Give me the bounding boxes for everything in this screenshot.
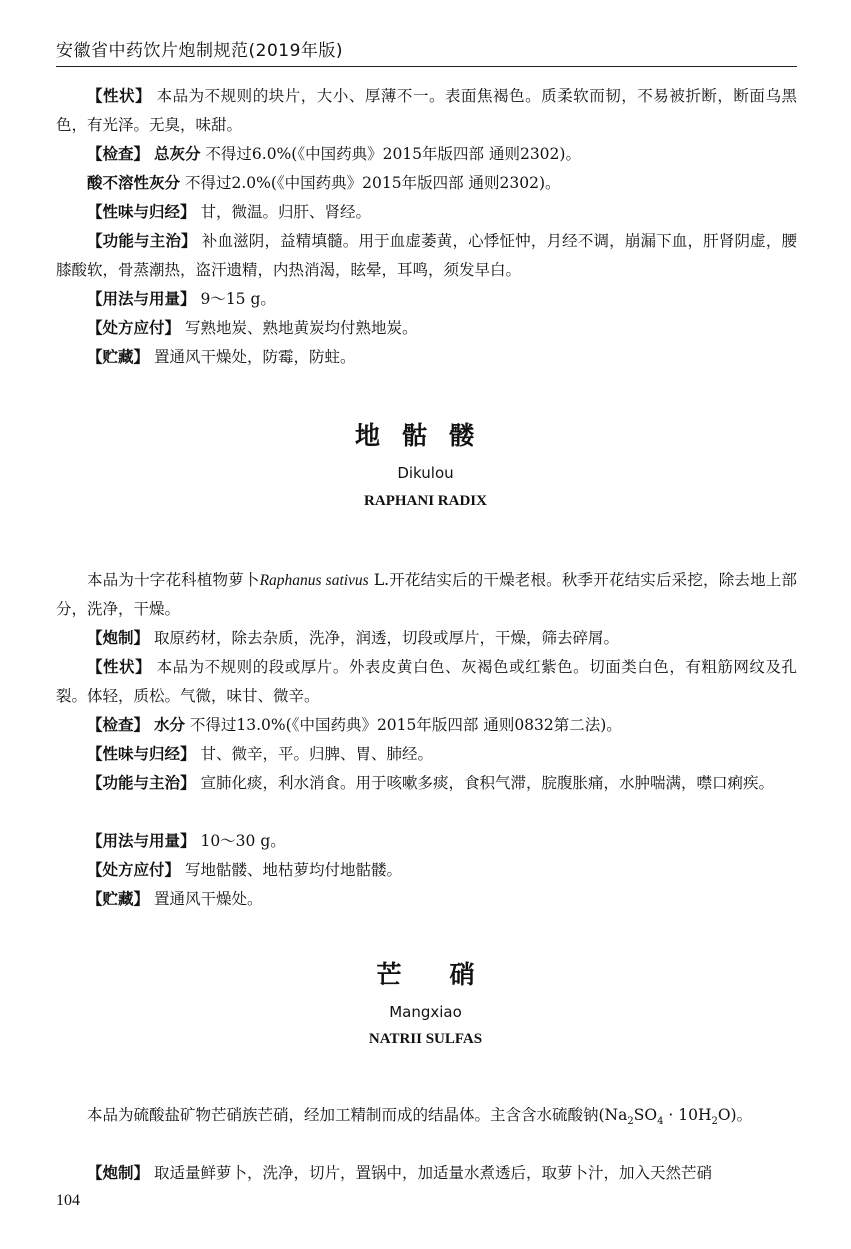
label-gongneng: 【功能与主治】 xyxy=(87,232,197,250)
entry-pinyin-dikulou: Dikulou xyxy=(397,464,454,482)
label-gongneng: 【功能与主治】 xyxy=(87,774,196,792)
text-shuifen: 不得过13.0%(《中国药典》2015年版四部 通则0832第二法)。 xyxy=(189,716,622,734)
prev-zhucang xyxy=(56,343,797,372)
entry-title-dikulou: 地骷髅 xyxy=(354,421,496,450)
intro-text-a: 本品为硫酸盐矿物芒硝族芒硝，经加工精制而成的结晶体。主含含水硫酸钠(Na xyxy=(87,1106,628,1124)
text-zhucang: 置通风干燥处。 xyxy=(153,890,263,908)
label-zhucang: 【贮藏】 xyxy=(87,890,150,908)
label-xingzhuang: 【性状】 xyxy=(87,87,152,105)
prev-yongfa xyxy=(56,285,797,314)
text-paozhi: 取原药材，除去杂质，洗净，润透，切段或厚片，干燥，筛去碎屑。 xyxy=(153,629,619,647)
text-yongfa: 10～30 g。 xyxy=(200,832,286,850)
subscript: 2 xyxy=(711,1116,718,1128)
dikulou-chufang xyxy=(56,856,797,885)
running-header xyxy=(56,36,797,67)
subscript: 4 xyxy=(657,1116,664,1128)
intro-text-d: O)。 xyxy=(717,1106,753,1124)
prev-xingwei xyxy=(56,198,797,227)
mangxiao-intro xyxy=(56,1101,797,1136)
dikulou-intro xyxy=(56,566,797,624)
label-chufang: 【处方应付】 xyxy=(87,861,181,879)
dikulou-yongfa xyxy=(56,827,797,856)
species-name: Raphanus sativus xyxy=(259,572,369,589)
label-jiancha: 【检查】 xyxy=(87,145,150,163)
label-paozhi: 【炮制】 xyxy=(87,629,150,647)
label-jiancha: 【检查】 xyxy=(87,716,150,734)
dikulou-gongneng xyxy=(56,769,797,798)
subscript: 2 xyxy=(627,1116,634,1128)
label-zonghuifen: 总灰分 xyxy=(153,145,201,163)
label-shuifen: 水分 xyxy=(153,716,185,734)
text-zonghuifen: 不得过6.0%(《中国药典》2015年版四部 通则2302)。 xyxy=(205,145,581,163)
prev-jiancha xyxy=(56,140,797,169)
label-suanbuhuifen: 酸不溶性灰分 xyxy=(87,174,181,192)
intro-text-b: SO xyxy=(633,1106,658,1124)
label-yongfa: 【用法与用量】 xyxy=(87,290,196,308)
prev-xingzhuang xyxy=(56,82,797,140)
text-paozhi: 取适量鲜萝卜，洗净，切片，置锅中，加适量水煮透后，取萝卜汁，加入天然芒硝 xyxy=(153,1164,712,1182)
text-xingzhuang: 本品为不规则的块片，大小、厚薄不一。表面焦褐色。质柔软而韧，不易被折断，断面乌黑色，有光泽。无臭，味甜。 xyxy=(56,87,797,134)
text-xingwei: 甘，微温。归肝、肾经。 xyxy=(200,203,371,221)
text-gongneng: 补血滋阴，益精填髓。用于血虚萎黄，心悸怔忡，月经不调，崩漏下血，肝肾阴虚，腰膝酸软，骨蒸潮热，盗汗遗精，内热消渴，眩晕，耳鸣，须发早白。 xyxy=(56,232,797,279)
text-yongfa: 9～15 g。 xyxy=(200,290,276,308)
label-yongfa: 【用法与用量】 xyxy=(87,832,196,850)
page-number: 104 xyxy=(56,1192,80,1209)
text-zhucang: 置通风干燥处，防霉，防蛀。 xyxy=(153,348,356,366)
intro-text-c: · 10H xyxy=(663,1106,712,1124)
prev-gongneng xyxy=(56,227,797,285)
mangxiao-paozhi xyxy=(56,1159,797,1188)
text-gongneng: 宣肺化痰，利水消食。用于咳嗽多痰，食积气滞，脘腹胀痛，水肿喘满，噤口痢疾。 xyxy=(200,774,774,792)
dikulou-xingwei xyxy=(56,740,797,769)
text-xingwei: 甘、微辛，平。归脾、胃、肺经。 xyxy=(200,745,433,763)
dikulou-jiancha xyxy=(56,711,797,740)
text-chufang: 写地骷髅、地枯萝均付地骷髅。 xyxy=(184,861,402,879)
entry-title-mangxiao: 芒硝 xyxy=(376,960,523,989)
entry-latin-mangxiao: NATRII SULFAS xyxy=(368,1031,483,1047)
label-xingzhuang: 【性状】 xyxy=(87,658,152,676)
dikulou-paozhi xyxy=(56,624,797,653)
dikulou-zhucang xyxy=(56,885,797,914)
dikulou-xingzhuang xyxy=(56,653,797,711)
prev-chufang xyxy=(56,314,797,343)
prev-suanbuhuifen xyxy=(56,169,797,198)
label-xingwei: 【性味与归经】 xyxy=(87,203,196,221)
label-xingwei: 【性味与归经】 xyxy=(87,745,196,763)
entry-latin-dikulou: RAPHANI RADIX xyxy=(364,493,487,509)
book-title: 安徽省中药饮片炮制规范(2019年版) xyxy=(56,41,344,61)
text-xingzhuang: 本品为不规则的段或厚片。外表皮黄白色、灰褐色或红紫色。切面类白色，有粗筋网纹及孔裂。体轻，质松。气微，味甘、微辛。 xyxy=(56,658,797,705)
label-zhucang: 【贮藏】 xyxy=(87,348,150,366)
label-chufang: 【处方应付】 xyxy=(87,319,181,337)
intro-text-a: 本品为十字花科植物萝卜 xyxy=(87,571,260,589)
text-suanbuhuifen: 不得过2.0%(《中国药典》2015年版四部 通则2302)。 xyxy=(184,174,561,192)
text-chufang: 写熟地炭、熟地黄炭均付熟地炭。 xyxy=(184,319,418,337)
intro-text-b: L.开花结实后的干燥老根。秋季开花结实后采挖，除去地上部分，洗净，干燥。 xyxy=(56,571,797,618)
entry-pinyin-mangxiao: Mangxiao xyxy=(389,1003,462,1021)
label-paozhi: 【炮制】 xyxy=(87,1164,150,1182)
